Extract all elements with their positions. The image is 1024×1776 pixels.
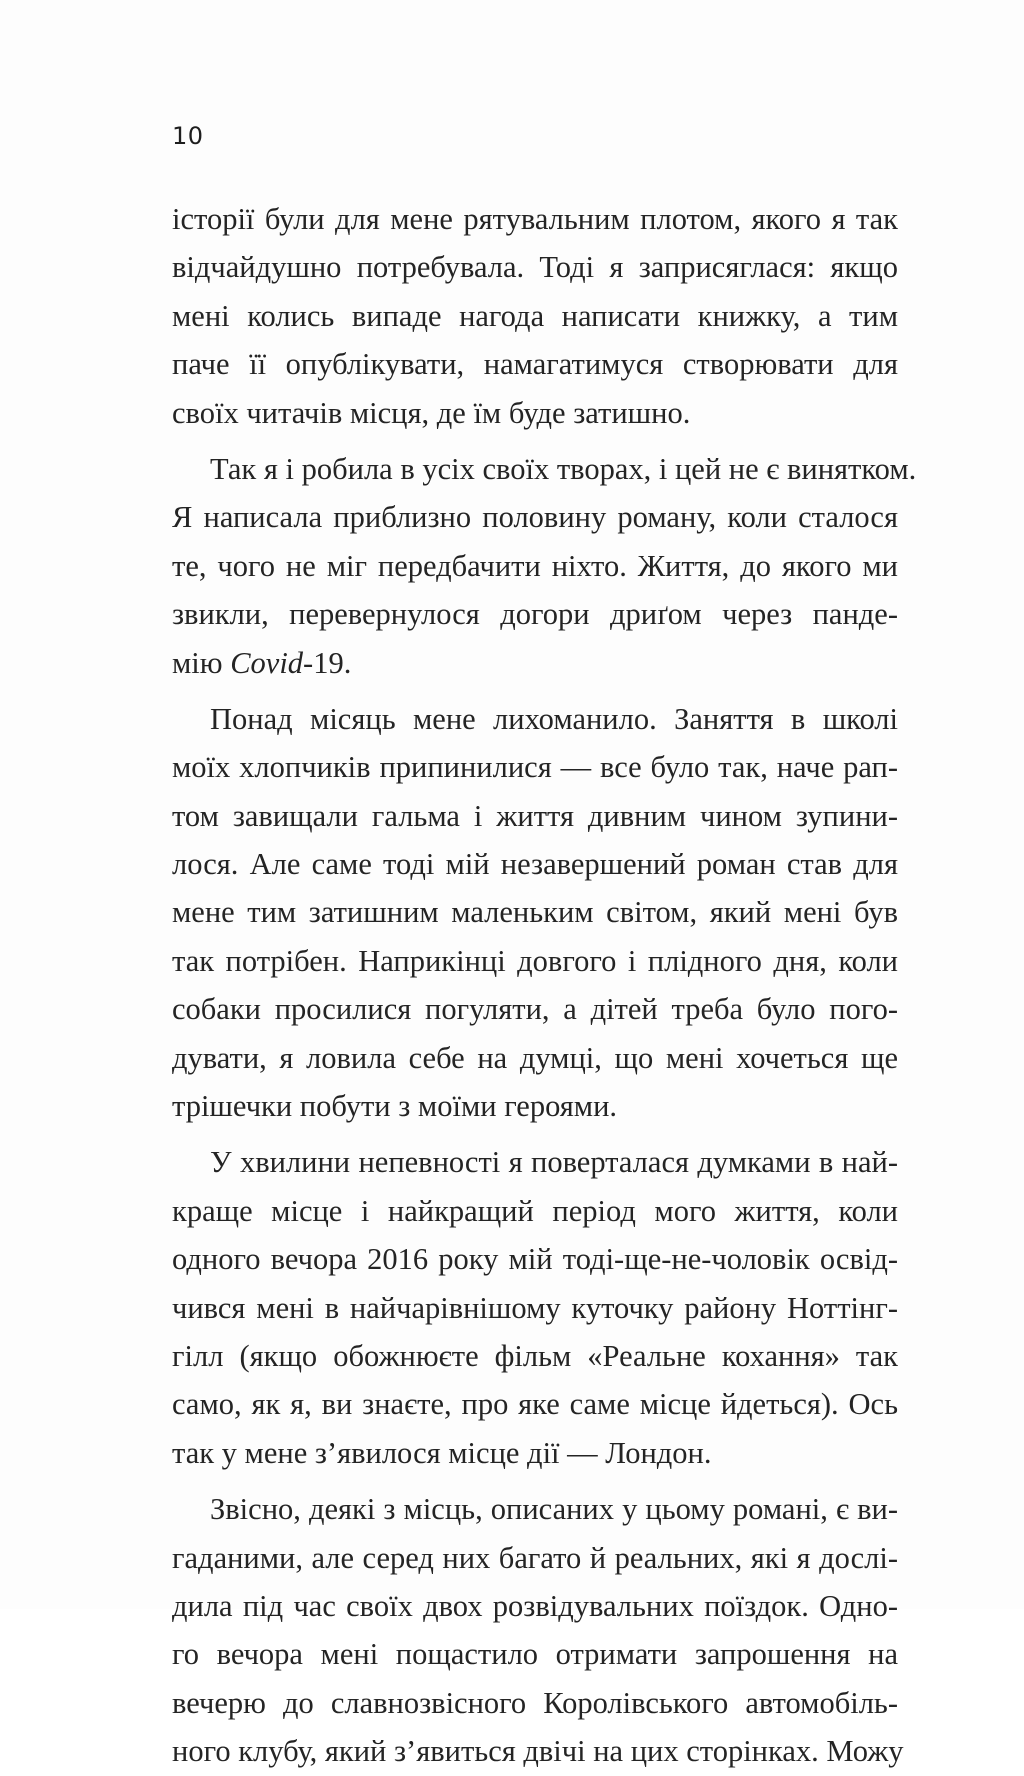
text-line: лося. Але саме тоді мій незавершений роман став для	[172, 847, 898, 882]
text-line: само, як я, ви знаєте, про яке саме місце йдеться). Ось	[172, 1387, 898, 1422]
text-fragment: мію	[172, 645, 231, 680]
text-line: дила під час своїх двох розвідувальних поїздок. Одно-	[172, 1588, 898, 1623]
text-line: гаданими, але серед них багато й реальних, які я дослі-	[172, 1540, 898, 1575]
text-line: У хвилини непевності я поверталася думками в най-	[210, 1145, 898, 1180]
text-line: моїх хлопчиків припинилися — все було так, наче рап-	[172, 750, 898, 785]
text-line: краще місце і найкращий період мого життя, коли	[172, 1193, 898, 1228]
text-line: мене тим затишним маленьким світом, який мені був	[172, 895, 898, 930]
text-line: том завищали гальма і життя дивним чином зупини-	[172, 798, 898, 833]
text-line: Понад місяць мене лихоманило. Заняття в школі	[210, 701, 898, 736]
text-line	[172, 639, 898, 687]
paragraph-3	[172, 695, 898, 1131]
text-line: своїх читачів місця, де їм буде затишно.	[172, 395, 691, 430]
text-line: так потрібен. Наприкінці довгого і плідного дня, коли	[172, 943, 898, 978]
paragraph-5	[172, 1485, 904, 1775]
text-line: мені колись випаде нагода написати книжку, а тим	[172, 298, 898, 333]
text-line: історії були для мене рятувальним плотом, якого я так	[172, 202, 898, 236]
text-fragment: -19.	[303, 645, 352, 680]
text-line: відчайдушно потребувала. Тоді я заприсяглася: якщо	[172, 250, 898, 285]
paragraph-1	[172, 195, 898, 437]
text-line: вечерю до славнозвісного Королівського автомобіль-	[172, 1685, 898, 1720]
text-line: го вечора мені пощастило отримати запрошення на	[172, 1637, 898, 1672]
paragraph-2	[172, 445, 917, 687]
text-line: те, чого не міг передбачити ніхто. Життя, до якого ми	[172, 548, 898, 583]
page-number: 10	[172, 122, 204, 150]
text-line: собаки просилися погуляти, а дітей треба було пого-	[172, 992, 898, 1027]
text-line: Звісно, деякі з місць, описаних у цьому романі, є ви-	[210, 1492, 898, 1527]
italic-term: Covid	[230, 645, 304, 680]
paragraph-4	[172, 1138, 898, 1477]
body-text	[172, 195, 917, 1776]
text-line: звикли, перевернулося догори дриґом через панде-	[172, 597, 898, 632]
text-line: Я написала приблизно половину роману, коли сталося	[172, 500, 898, 535]
text-line: паче її опублікувати, намагатимуся створювати для	[172, 347, 898, 382]
text-line: дувати, я ловила себе на думці, що мені хочеться ще	[172, 1040, 898, 1075]
text-line: гілл (якщо обожнюєте фільм «Реальне кохання» так	[172, 1338, 898, 1373]
text-line: одного вечора 2016 року мій тоді-ще-не-чоловік освід-	[172, 1242, 898, 1277]
text-line: ного клубу, який з’явиться двічі на цих сторінках. Можу	[172, 1734, 904, 1769]
text-line: так у мене з’явилося місце дії — Лондон.	[172, 1435, 712, 1470]
text-line: трішечки побути з моїми героями.	[172, 1089, 618, 1124]
text-line: Так я і робила в усіх своїх творах, і цей не є винятком.	[210, 451, 917, 486]
text-line: чився мені в найчарівнішому куточку району Ноттінг-	[172, 1290, 898, 1325]
